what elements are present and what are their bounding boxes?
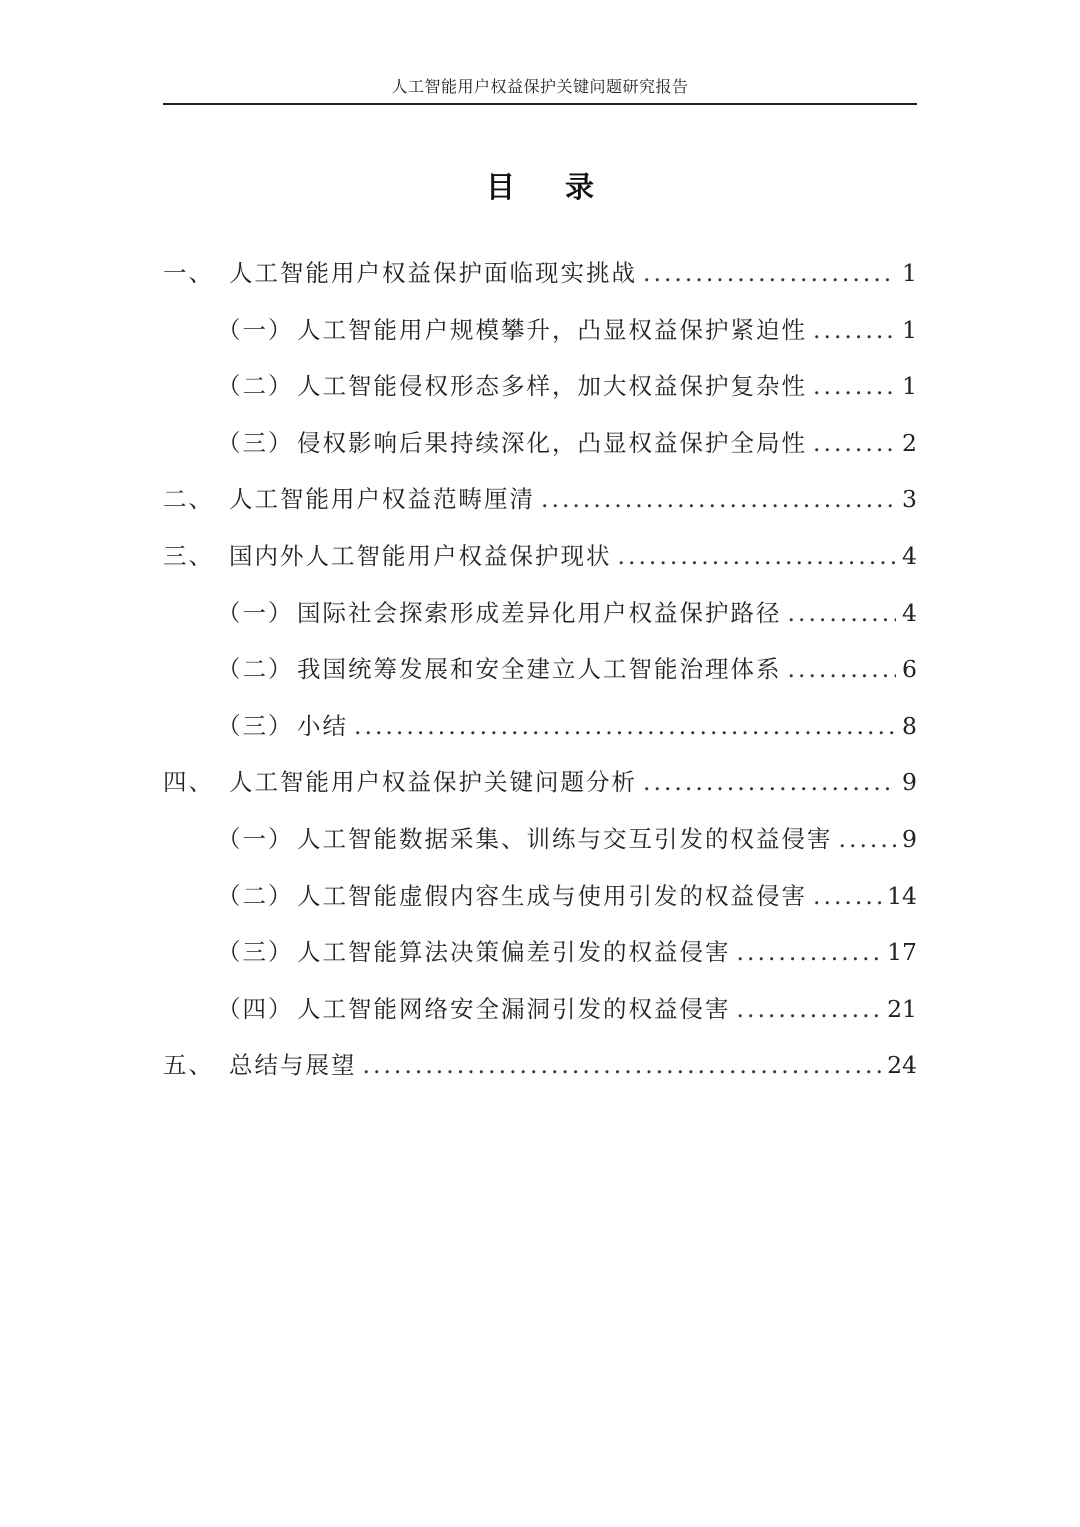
- toc-entry-number: 一、: [163, 259, 214, 287]
- toc-entry-page: 1: [902, 372, 917, 401]
- toc-entry-page: 21: [887, 994, 917, 1023]
- toc-entry[interactable]: [163, 814, 917, 871]
- toc-entry[interactable]: [163, 248, 917, 305]
- toc-entry-number: 四、: [163, 768, 214, 797]
- toc-entry[interactable]: [163, 361, 917, 418]
- toc-entry[interactable]: [163, 305, 917, 362]
- toc-entry-number: （三）: [217, 428, 294, 457]
- toc-entry-number: 三、: [163, 541, 214, 570]
- toc-entry-number: （二）: [217, 372, 294, 401]
- toc-entry-number: （一）: [217, 598, 294, 627]
- toc-entry-number: （三）: [217, 711, 294, 740]
- toc-entry-text: 人工智能算法决策偏差引发的权益侵害: [297, 938, 731, 967]
- toc-entry[interactable]: [163, 1040, 917, 1097]
- toc-entry-text: 国际社会探索形成差异化用户权益保护路径: [297, 598, 782, 627]
- toc-entry-number: （一）: [217, 315, 294, 344]
- toc-entry-page: 14: [887, 881, 917, 910]
- toc-leader-dots: [813, 871, 881, 921]
- toc-list: [163, 248, 917, 1097]
- toc-entry[interactable]: [163, 871, 917, 928]
- toc-entry-text: 国内外人工智能用户权益保护现状: [229, 541, 612, 570]
- toc-entry-number: （二）: [217, 655, 294, 684]
- page-header: [163, 72, 917, 105]
- toc-entry-page: 9: [902, 824, 917, 853]
- toc-entry-page: 8: [902, 711, 917, 740]
- toc-entry-page: 9: [902, 768, 917, 797]
- toc-entry-page: 6: [902, 655, 917, 684]
- toc-leader-dots: [788, 588, 897, 638]
- toc-entry-number: （四）: [217, 994, 294, 1023]
- toc-entry-text: 人工智能虚假内容生成与使用引发的权益侵害: [297, 881, 807, 910]
- toc-leader-dots: [618, 531, 897, 581]
- toc-entry-page: 4: [902, 598, 917, 627]
- toc-leader-dots: [643, 757, 896, 807]
- toc-entry-page: 2: [902, 428, 917, 457]
- toc-entry-text: 侵权影响后果持续深化，凸显权益保护全局性: [297, 428, 807, 457]
- toc-leader-dots: [813, 305, 896, 355]
- toc-leader-dots: [813, 418, 896, 468]
- toc-entry-text: 我国统筹发展和安全建立人工智能治理体系: [297, 655, 782, 684]
- toc-leader-dots: [363, 1040, 882, 1090]
- toc-entry-text: 人工智能用户权益保护面临现实挑战: [229, 259, 637, 287]
- toc-entry[interactable]: [163, 644, 917, 701]
- toc-entry-page: 1: [902, 259, 917, 287]
- report-title: 人工智能用户权益保护关键问题研究报告: [391, 77, 689, 96]
- toc-entry-page: 4: [902, 541, 917, 570]
- toc-entry-number: 五、: [163, 1051, 214, 1080]
- toc-title: 目录: [485, 170, 644, 204]
- toc-entry-text: 总结与展望: [229, 1051, 357, 1080]
- toc-entry-number: （一）: [217, 824, 294, 853]
- toc-entry[interactable]: [163, 418, 917, 475]
- toc-entry[interactable]: [163, 531, 917, 588]
- toc-entry-text: 人工智能用户权益保护关键问题分析: [229, 768, 637, 797]
- toc-entry[interactable]: [163, 701, 917, 758]
- toc-entry[interactable]: [163, 588, 917, 645]
- toc-entry-text: 小结: [297, 711, 348, 740]
- toc-leader-dots: [354, 701, 896, 751]
- toc-entry-page: 3: [902, 485, 917, 514]
- toc-leader-dots: [813, 361, 896, 411]
- toc-leader-dots: [541, 474, 896, 524]
- toc-entry-text: 人工智能用户规模攀升，凸显权益保护紧迫性: [297, 315, 807, 344]
- toc-entry[interactable]: [163, 927, 917, 984]
- toc-entry-text: 人工智能数据采集、训练与交互引发的权益侵害: [297, 824, 833, 853]
- toc-entry-text: 人工智能网络安全漏洞引发的权益侵害: [297, 994, 731, 1023]
- toc-entry-text: 人工智能用户权益范畴厘清: [229, 485, 535, 514]
- toc-entry-number: 二、: [163, 485, 214, 514]
- toc-entry-number: （三）: [217, 938, 294, 967]
- toc-entry-number: （二）: [217, 881, 294, 910]
- toc-entry-page: 1: [902, 315, 917, 344]
- toc-leader-dots: [737, 984, 882, 1034]
- toc-leader-dots: [737, 927, 882, 977]
- toc-entry-text: 人工智能侵权形态多样，加大权益保护复杂性: [297, 372, 807, 401]
- toc-entry[interactable]: [163, 984, 917, 1041]
- toc-entry-page: 24: [887, 1051, 917, 1080]
- toc-entry[interactable]: [163, 474, 917, 531]
- toc-entry[interactable]: [163, 757, 917, 814]
- toc-leader-dots: [839, 814, 897, 864]
- toc-leader-dots: [788, 644, 897, 694]
- toc-entry-page: 17: [887, 938, 917, 967]
- toc-leader-dots: [643, 248, 896, 298]
